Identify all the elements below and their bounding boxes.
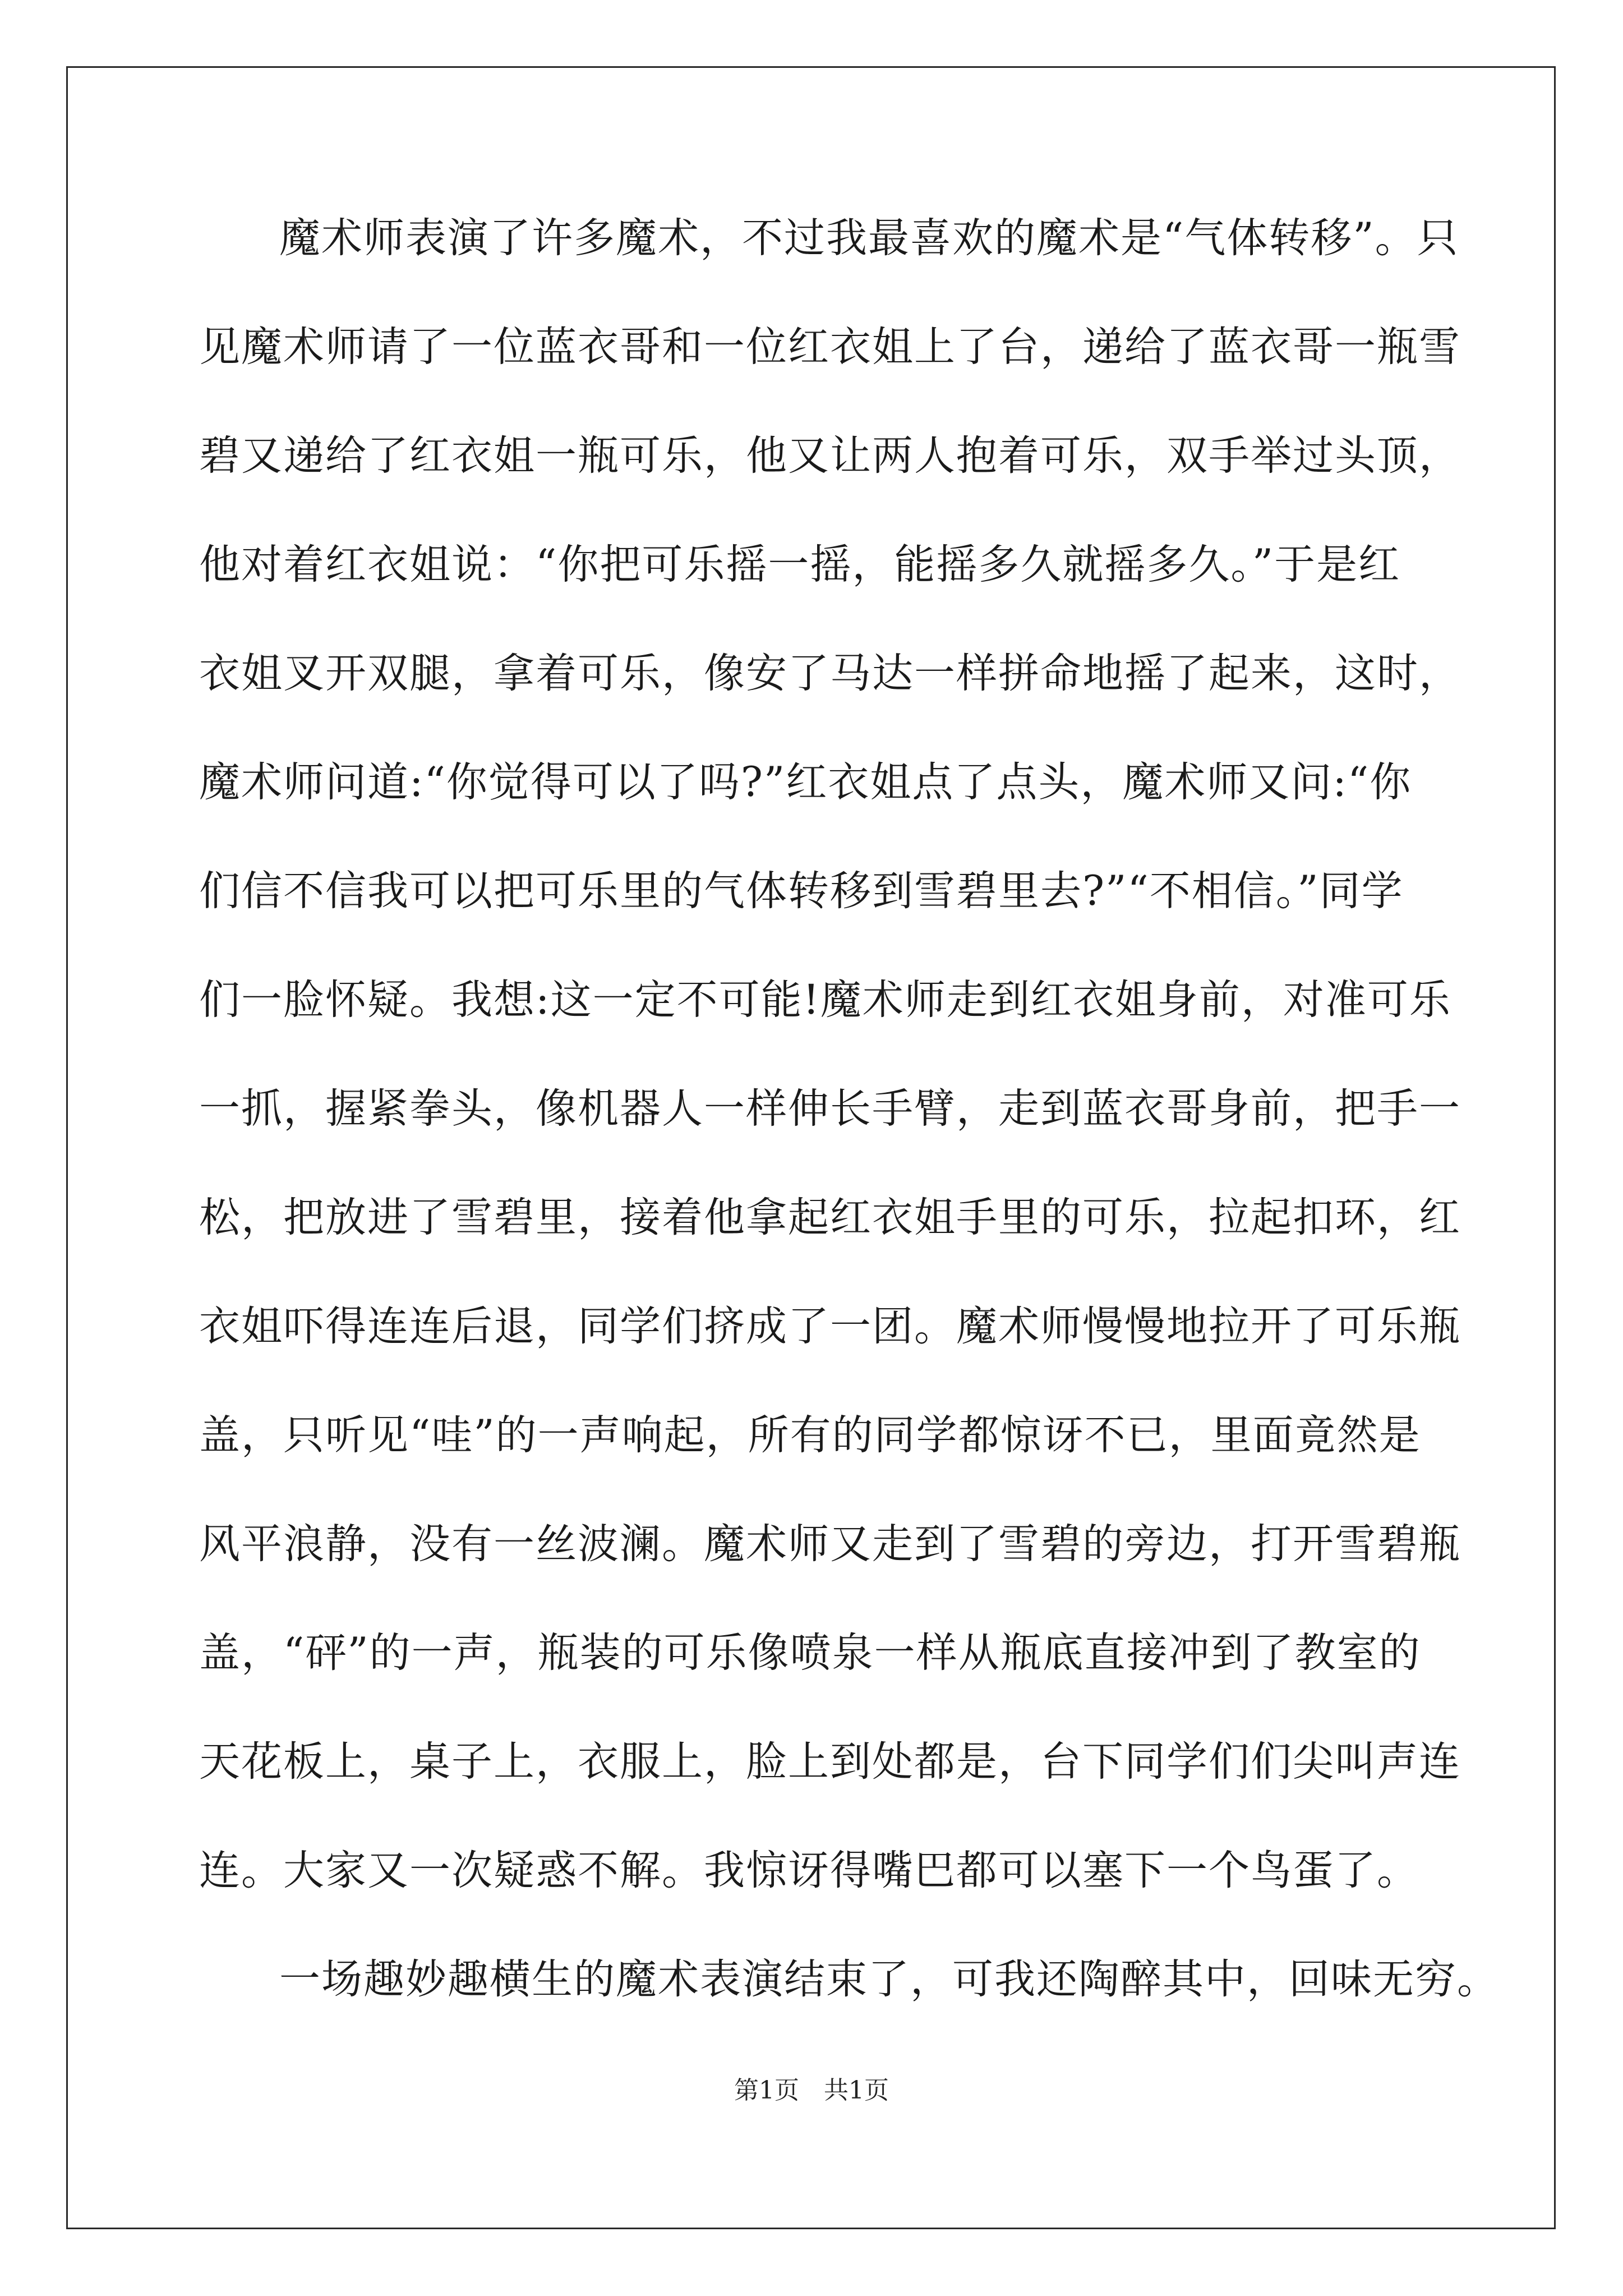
page-footer (0, 2070, 1623, 2106)
paragraph-1-line-4: 他对着红衣姐说：“你把可乐摇一摇，能摇多久就摇多久。”于是红 (199, 541, 1401, 588)
page-number: 第1页 (734, 2076, 799, 2105)
paragraph-1-line-1: 魔术师表演了许多魔术，不过我最喜欢的魔术是“气体转移”。只 (279, 214, 1459, 262)
page-border (66, 66, 1556, 2229)
paragraph-1-line-6: 魔术师问道:“你觉得可以了吗?”红衣姐点了点头，魔术师又问:“你 (199, 758, 1412, 806)
paragraph-1-line-16: 连。大家又一次疑惑不解。我惊讶得嘴巴都可以塞下一个鸟蛋了。 (199, 1847, 1419, 1894)
paragraph-1-line-11: 衣姐吓得连连后退，同学们挤成了一团。魔术师慢慢地拉开了可乐瓶 (199, 1303, 1461, 1350)
paragraph-2-line-1: 一场趣妙趣横生的魔术表演结束了，可我还陶醉其中，回味无穷。 (279, 1955, 1499, 2003)
paragraph-1-line-2: 见魔术师请了一位蓝衣哥和一位红衣姐上了台，递给了蓝衣哥一瓶雪 (199, 323, 1461, 371)
paragraph-1-line-3: 碧又递给了红衣姐一瓶可乐，他又让两人抱着可乐，双手举过头顶， (199, 432, 1461, 480)
paragraph-1-line-9: 一抓，握紧拳头，像机器人一样伸长手臂，走到蓝衣哥身前，把手一 (199, 1085, 1461, 1133)
paragraph-1-line-14: 盖，“砰”的一声，瓶装的可乐像喷泉一样从瓶底直接冲到了教室的 (199, 1629, 1421, 1677)
paragraph-1-line-13: 风平浪静，没有一丝波澜。魔术师又走到了雪碧的旁边，打开雪碧瓶 (199, 1520, 1461, 1568)
paragraph-1-line-5: 衣姐叉开双腿，拿着可乐，像安了马达一样拼命地摇了起来，这时， (199, 650, 1461, 697)
paragraph-1-line-15: 天花板上，桌子上，衣服上，脸上到处都是，台下同学们们尖叫声连 (199, 1738, 1461, 1786)
paragraph-1-line-10: 松，把放进了雪碧里，接着他拿起红衣姐手里的可乐，拉起扣环，红 (199, 1194, 1461, 1241)
paragraph-1-line-7: 们信不信我可以把可乐里的气体转移到雪碧里去?”“不相信。”同学 (199, 867, 1404, 915)
page-total: 共1页 (824, 2076, 889, 2105)
paragraph-1-line-8: 们一脸怀疑。我想:这一定不可能!魔术师走到红衣姐身前，对准可乐 (199, 976, 1451, 1024)
paragraph-1-line-12: 盖，只听见“哇”的一声响起，所有的同学都惊讶不已，里面竟然是 (199, 1411, 1421, 1459)
